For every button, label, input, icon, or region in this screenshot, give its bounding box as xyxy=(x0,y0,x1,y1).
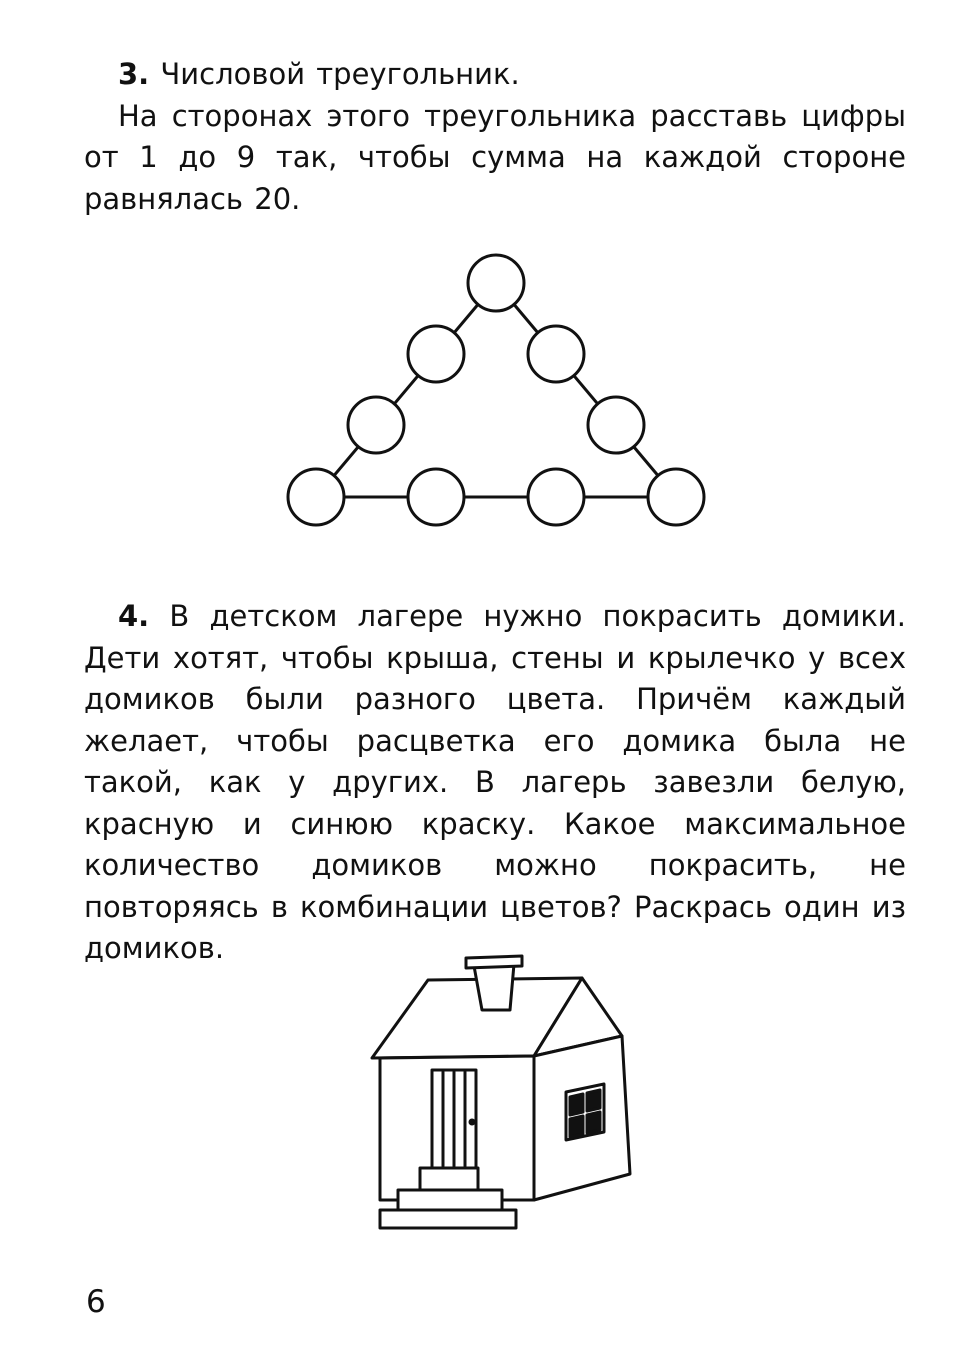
task-3-title: Числовой треугольник. xyxy=(160,57,520,91)
task-4-text xyxy=(84,596,906,970)
triangle-cell[interactable] xyxy=(588,397,644,453)
triangle-cell[interactable] xyxy=(408,469,464,525)
house-porch-top[interactable] xyxy=(420,1168,478,1190)
triangle-cell[interactable] xyxy=(528,469,584,525)
triangle-cell[interactable] xyxy=(408,326,464,382)
triangle-cell[interactable] xyxy=(648,469,704,525)
triangle-cell[interactable] xyxy=(528,326,584,382)
task-4-number: 4. xyxy=(118,599,150,633)
page-number: 6 xyxy=(86,1284,106,1320)
house-chimney xyxy=(474,964,514,1010)
task-3 xyxy=(84,54,906,220)
house-chimney-top xyxy=(466,956,522,968)
task-3-heading xyxy=(84,54,906,96)
house-coloring-picture[interactable] xyxy=(366,952,636,1234)
task-3-text: На сторонах этого треугольника расставь цифры от 1 до 9 так, чтобы сумма на каждой стороне равнялась 20. xyxy=(84,98,906,216)
house-porch-step-bottom[interactable] xyxy=(380,1210,516,1228)
triangle-cell[interactable] xyxy=(288,469,344,525)
number-triangle-diagram xyxy=(280,248,712,534)
task-4 xyxy=(84,596,906,970)
triangle-cell[interactable] xyxy=(348,397,404,453)
house-porch-step[interactable] xyxy=(398,1190,502,1210)
task-3-number: 3. xyxy=(118,57,150,91)
triangle-connectors xyxy=(316,283,676,497)
triangle-cell[interactable] xyxy=(468,255,524,311)
task-4-body: В детском лагере нужно покрасить домики. Дети хотят, чтобы крыша, стены и крылечко у всех домиков были разного цвета. Причём каждый желает, чтобы расцветка его домика была не такой, как у других. В лагерь завезли белую, красную и синюю краску. Какое максимальное количество домиков можно покрасить, не повторяясь в комбинации цветов? Раскрась один из домиков. xyxy=(84,599,907,965)
